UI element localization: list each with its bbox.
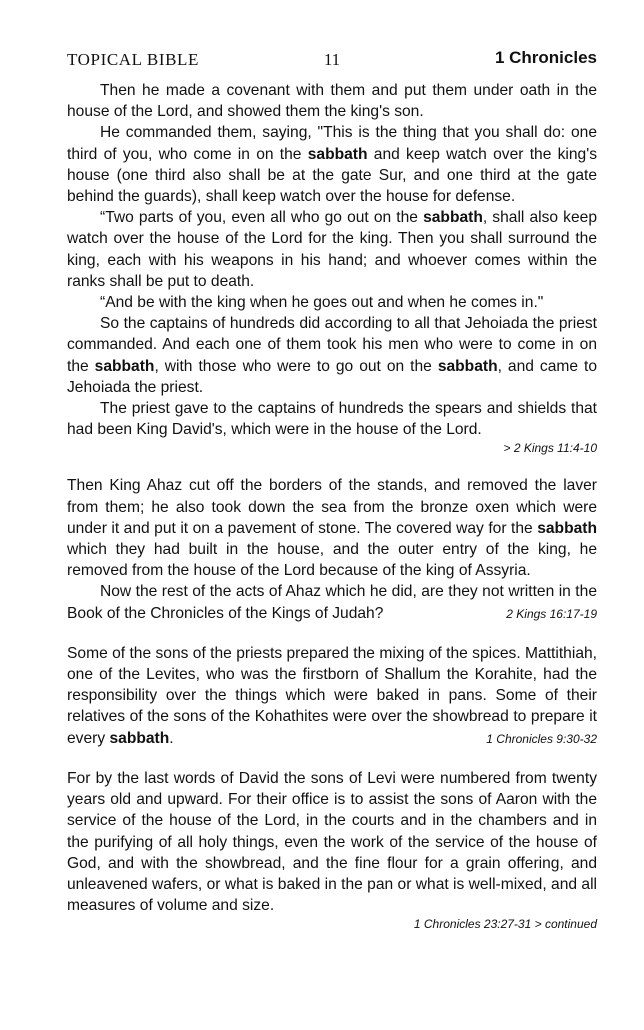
keyword-sabbath: sabbath — [537, 519, 597, 537]
passage-2-kings-11 — [67, 80, 597, 456]
paragraph: So the captains of hundreds did according to all that Jehoiada the priest commanded. And each one of them took his men who were to come in on the sabbath, with those who were to go out on the sabbath, and came to Jehoiada the priest. — [67, 315, 598, 396]
chapter-title: 1 Chronicles — [494, 48, 597, 67]
passage-2-kings-16 — [67, 475, 597, 623]
paragraph: Then King Ahaz cut off the borders of the stands, and removed the laver from them; he also took down the sea from the bronze oxen which were under it and put it on a pavement of stone. The covered way for the sabbath which they had built in the house, and the outer entry of the king, he removed from the house of the Lord because of the king of Assyria. — [67, 477, 597, 580]
paragraph: He commanded them, saying, "This is the thing that you shall do: one third of you, who come in on the sabbath and keep watch over the king's house (one third also shall be at the gate Sur, and one third at the gate behind the guards), shall keep watch over the house for defense. — [67, 124, 597, 206]
passage-1-chronicles-23 — [67, 768, 597, 932]
paragraph: The priest gave to the captains of hundreds the spears and shields that had been King David's, which were in the house of the Lord. — [67, 400, 597, 439]
scripture-reference: 1 Chronicles 9:30-32 — [486, 731, 597, 746]
book-title: TOPICAL BIBLE — [67, 50, 199, 69]
running-header — [67, 46, 597, 72]
keyword-sabbath: sabbath — [109, 729, 170, 747]
paragraph: “And be with the king when he goes out and when he comes in." — [100, 294, 544, 312]
paragraph: Some of the sons of the priests prepared the mixing of the spices. Mattithiah, one of the Levites, who was the firstborn of Shallum the Korahite, had the responsibility over the things which were baked in pans. Some of their relatives of the sons of the Kohathites were over the showbread to prepare it every sabbath. 1 Chronicles 9:30-32 — [67, 643, 597, 749]
paragraph: Now the rest of the acts of Ahaz which he did, are they not written in the Book of the Chronicles of the Kings of Judah? 2 Kings 16:17-19 — [67, 581, 597, 623]
keyword-sabbath: sabbath — [423, 209, 483, 227]
scripture-reference: 2 Kings 16:17-19 — [506, 606, 597, 621]
paragraph: Then he made a covenant with them and put them under oath in the house of the Lord, and showed them the king's son. — [67, 82, 597, 121]
keyword-sabbath: sabbath — [437, 357, 498, 375]
keyword-sabbath: sabbath — [307, 145, 368, 163]
page-body — [67, 80, 597, 932]
scripture-reference: > 2 Kings 11:4-10 — [503, 441, 597, 456]
passage-1-chronicles-9 — [67, 643, 597, 749]
scripture-reference: 1 Chronicles 23:27-31 > continued — [413, 917, 597, 932]
paragraph: “Two parts of you, even all who go out on the sabbath, shall also keep watch over the house of the Lord for the king. Then you shall surround the king, each with his weapons in his hand; and whoever comes within the ranks shall be put to death. — [67, 209, 597, 290]
page-number: 11 — [323, 50, 341, 69]
keyword-sabbath: sabbath — [94, 357, 155, 375]
paragraph: For by the last words of David the sons of Levi were numbered from twenty years old and upward. For their office is to assist the sons of Aaron with the service of the house of the Lord, in the courts and in the chambers and in the purifying of all holy things, even the work of the service of the house of God, and with the showbread, and the fine flour for a grain offering, and unleavened wafers, or what is baked in the pan or what is well-mixed, and all measures of volume and size. — [67, 769, 597, 915]
